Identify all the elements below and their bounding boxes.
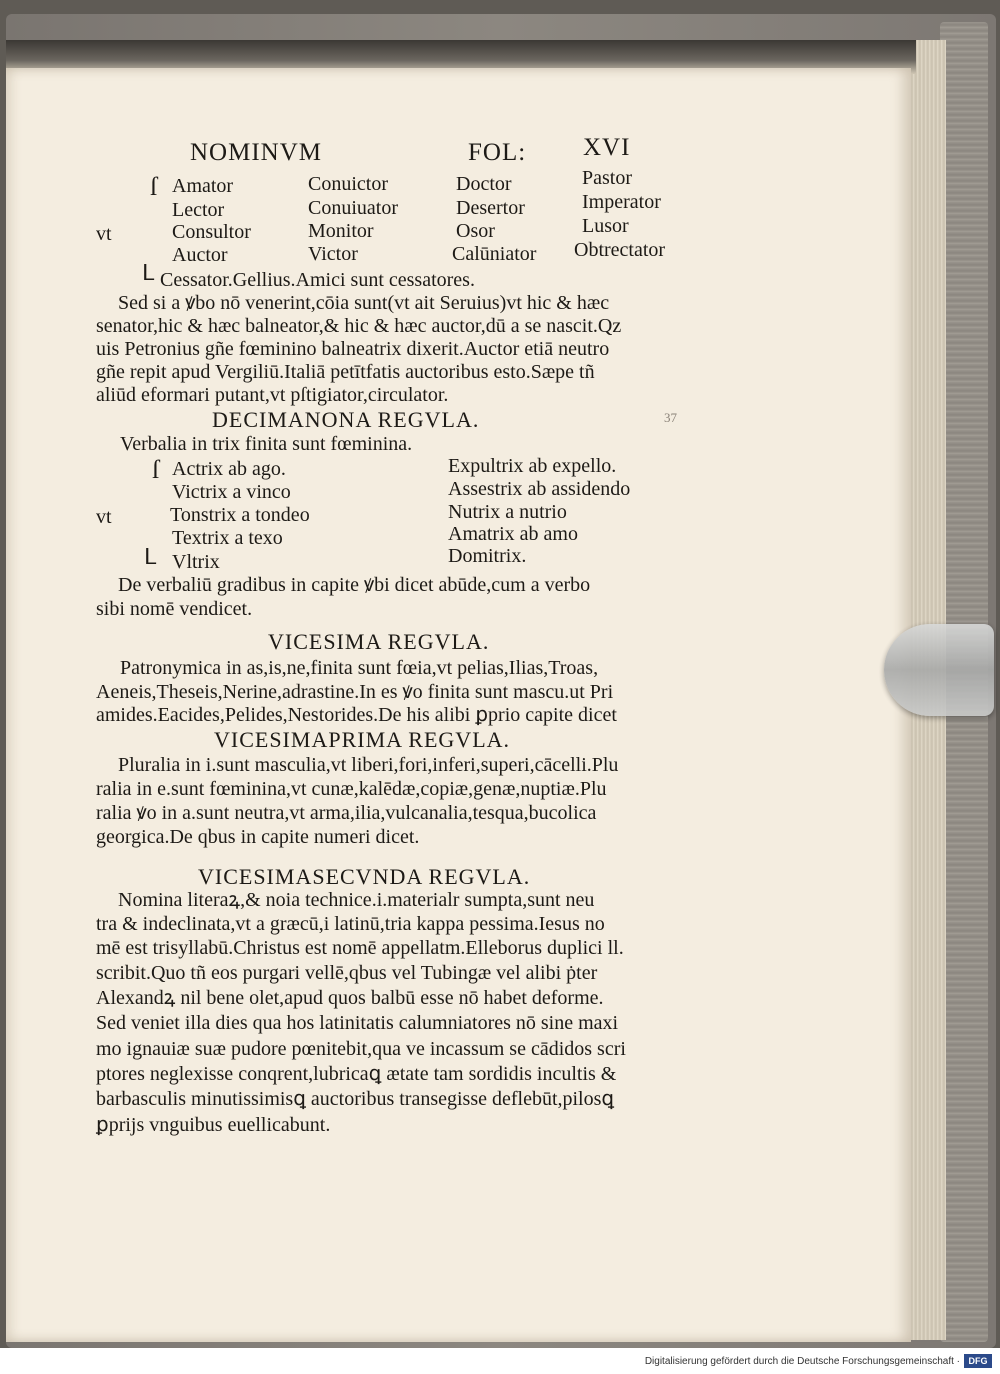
table-cell: Doctor (456, 173, 512, 195)
text-line: Aeneis,Theseis,Nerine,adrastine.In es ꝟo finita sunt mascu.ut Pri (96, 681, 614, 703)
table-cell: Victrix a vinco (172, 481, 291, 503)
section-heading: VICESIMAPRIMA REGVLA. (214, 727, 511, 752)
section-heading: VICESIMA REGVLA. (268, 629, 490, 654)
table-cell: Calūniator (452, 243, 537, 265)
section-heading: VICESIMASECVNDA REGVLA. (198, 864, 531, 889)
table-cell: Assestrix ab assidendo (448, 478, 631, 500)
table-cell: Amatrix ab amo (448, 523, 578, 545)
text-line: Pluralia in i.sunt masculia,vt liberi,fori,inferi,superi,cācelli.Plu (118, 754, 619, 776)
text-line: senator,hic & hæc balneator,& hic & hæc auctor,dū a se nascit.Qz (96, 315, 622, 337)
text-line: georgica.De qbus in capite numeri dicet. (96, 826, 420, 848)
table-cell: Actrix ab ago. (172, 458, 286, 480)
text-line: sibi nomē vendicet. (96, 598, 253, 620)
header-right: XVI (583, 134, 631, 161)
table-marker: vt (96, 223, 112, 245)
text-line: barbasculis minutissimisꝗ auctoribus transegisse deflebūt,pilosꝗ (96, 1088, 615, 1110)
text-line: Alexandꝝ nil bene olet,apud quos balbū esse nō habet deforme. (96, 987, 604, 1009)
footer-bar (0, 1348, 1000, 1374)
table-cell: Auctor (172, 244, 228, 266)
brace-close-icon: ᒪ (142, 260, 155, 285)
table-marker: vt (96, 506, 112, 528)
text-line: Sed veniet illa dies qua hos latinitatis calumniatores nō sine maxi (96, 1012, 619, 1034)
text-line: aliūd eformari putant,vt pſtigiator,circulator. (96, 384, 449, 406)
brace-open-icon: ſ (150, 172, 158, 201)
page-clip (884, 624, 994, 716)
table-last-line: Cessator.Gellius.Amici sunt cessatores. (160, 269, 475, 291)
text-line: gñe repit apud Vergiliū.Italiā petītfatis auctoribus esto.Sæpe tñ (96, 361, 595, 383)
header-left: NOMINVM (190, 139, 322, 166)
text-line: Nomina literaꝝ,& noia technice.i.materialr sumpta,sunt neu (118, 889, 595, 911)
header-center: FOL: (468, 139, 527, 166)
table-cell: Consultor (172, 221, 251, 243)
table-cell: Textrix a texo (172, 527, 283, 549)
brace-close-icon: ᒪ (144, 544, 157, 569)
table-cell: Nutrix a nutrio (448, 501, 567, 523)
text-line: ralia in e.sunt fœminina,vt cunæ,kalēdæ,copiæ,genæ,nuptiæ.Plu (96, 778, 607, 800)
footer-credit: Digitalisierung gefördert durch die Deutsche Forschungsgemeinschaft · (644, 1356, 960, 1367)
table-cell: Domitrix. (448, 545, 527, 567)
table-cell: Conuictor (308, 173, 388, 195)
text-line: De verbaliū gradibus in capite ꝟbi dicet abūde,cum a verbo (118, 574, 591, 596)
table-cell: Tonstrix a tondeo (170, 504, 310, 526)
text-line: ptores neglexisse conqrent,lubricaꝗ ætate tam sordidis incultis & (96, 1063, 617, 1085)
table-cell: Conuiuator (308, 197, 398, 219)
table-cell: Obtrectator (574, 239, 666, 261)
text-line: ꝑprijs vnguibus euellicabunt. (96, 1114, 331, 1136)
margin-mark: 37 (664, 410, 677, 425)
brace-open-icon: ſ (152, 455, 160, 484)
text-line: mē est trisyllabū.Christus est nomē appellatm.Elleborus duplici ll. (96, 937, 624, 959)
section-heading: DECIMANONA REGVLA. (212, 407, 480, 432)
text-line: Sed si a ꝟbo nō venerint,cōia sunt(vt ait Seruius)vt hic & hæc (118, 292, 610, 314)
table-cell: Vltrix (172, 551, 220, 573)
text-line: uis Petronius gñe fœminino balneatrix dixerit.Auctor etiā neutro (96, 338, 610, 360)
table-cell: Desertor (456, 197, 525, 219)
table-cell: Lector (172, 199, 225, 221)
text-line: scribit.Quo tñ eos purgari vellē,qbus vel Tubingæ vel alibi ṗter (96, 962, 598, 984)
text-line: Patronymica in as,is,ne,finita sunt fœia,vt pelias,Ilias,Troas, (120, 657, 599, 679)
table-cell: Amator (172, 175, 234, 197)
table-cell: Imperator (582, 191, 661, 213)
text-line: mo ignauiæ suæ pudore pœnitebit,qua ve incassum se cādidos scri (96, 1038, 626, 1060)
table-cell: Pastor (582, 167, 632, 189)
table-cell: Lusor (582, 215, 629, 237)
table-cell: Osor (456, 220, 495, 242)
text-line: ralia ꝟo in a.sunt neutra,vt arma,ilia,vulcanalia,tesqua,bucolica (96, 802, 597, 824)
dfg-logo: DFG (964, 1354, 992, 1368)
text-line: Verbalia in trix finita sunt fœminina. (120, 433, 413, 455)
text-line: amides.Eacides,Pelides,Nestorides.De his alibi ꝑprio capite dicet (96, 704, 617, 726)
table-cell: Expultrix ab expello. (448, 455, 617, 477)
text-line: tra & indeclinata,vt a græcū,i latinū,tria kappa pessima.Iesus no (96, 913, 605, 935)
table-cell: Monitor (308, 220, 374, 242)
table-cell: Victor (308, 243, 358, 265)
